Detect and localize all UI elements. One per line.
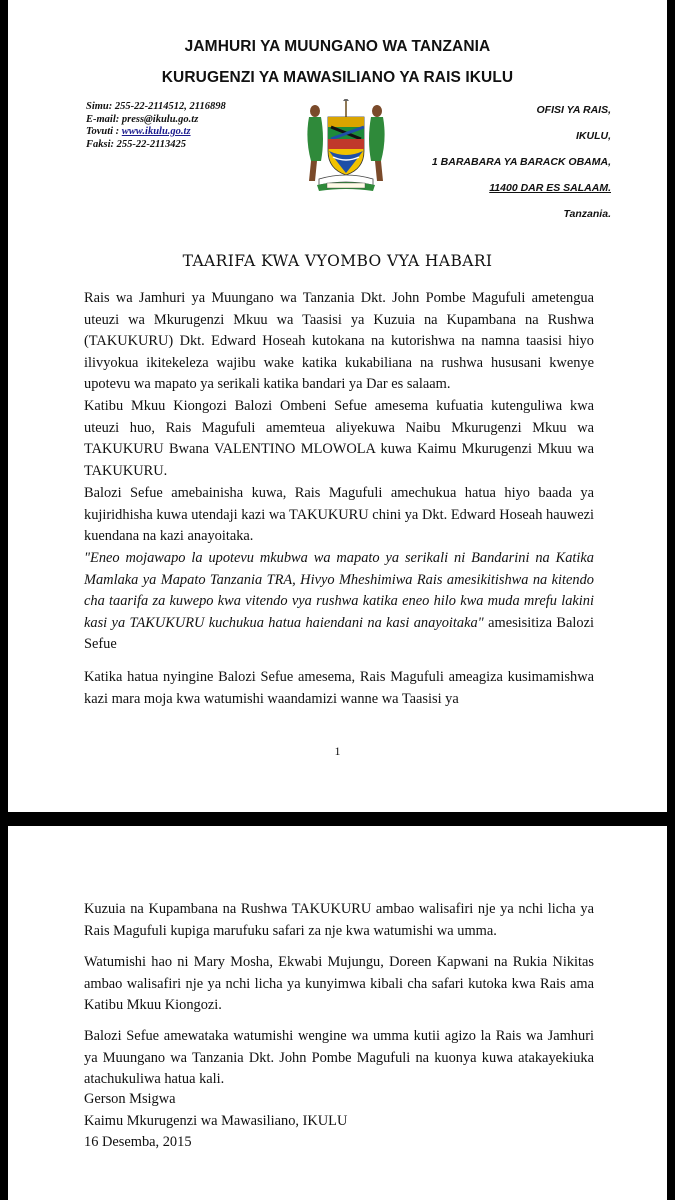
page2-paragraph-2: Watumishi hao ni Mary Mosha, Ekwabi Mujungu, Doreen Kapwani na Rukia Nikitas ambao walisafiri nje ya nchi licha ya kunyimwa kibali cha safari kutoka kwa Rais ama Katibu Mkuu Kiongozi. [84,954,594,1014]
tanzania-coat-of-arms-icon [301,99,391,195]
phone-text: Simu: 255-22-2114512, 2116898 [86,101,226,112]
paragraph-5: Katika hatua nyingine Balozi Sefue amesema, Rais Magufuli ameagiza kusimamishwa kazi mara moja kwa watumishi waandamizi wanne wa Taasisi ya [84,669,594,707]
address-line3: 1 BARABARA YA BARACK OBAMA, [431,156,611,168]
document-page-1 [8,0,667,812]
page2-paragraph-1: Kuzuia na Kupambana na Rushwa TAKUKURU ambao walisafiri nje ya nchi licha ya Rais Magufuli kupiga marufuku safari za nje kwa watumishi wa umma. [84,901,594,939]
website-link[interactable]: www.ikulu.go.tz [121,126,191,138]
address-line2: IKULU, [576,130,611,142]
paragraph-2: Katibu Mkuu Kiongozi Balozi Ombeni Sefue amesema kufuatia kutenguliwa kwa uteuzi huo, Rais Magufuli amemteua aliyekuwa Naibu Mkurugenzi Mkuu wa TAKUKURU Bwana VALENTINO MLOWOLA kuwa Kaimu Mkurugenzi Mkuu wa TAKUKURU. [84,398,594,479]
address-line1: OFISI YA RAIS, [536,104,611,116]
website-line [86,126,226,139]
address-line4: 11400 DAR ES SALAAM. [489,182,611,194]
address-line5: Tanzania. [563,208,611,220]
signature-date: 16 Desemba, 2015 [84,1134,192,1150]
address-block [432,103,611,233]
website-label: Tovuti : [86,126,122,138]
fax-text: Faksi: 255-22-2113425 [86,138,187,150]
signature-name: Gerson Msigwa [84,1091,176,1107]
header-title-line1: JAMHURI YA MUUNGANO WA TANZANIA [184,38,491,55]
page2-paragraph-3: Balozi Sefue amewataka watumishi wengine wa umma kutii agizo la Rais wa Jamhuri ya Muungano wa Tanzania Dkt. John Pombe Magufuli na kuonya kuwa atakayekiuka atachukuliwa hatua kali. [84,1028,594,1088]
contact-block [86,101,226,151]
header-title-line2: KURUGENZI YA MAWASILIANO YA RAIS IKULU [161,69,514,86]
document-page-2 [8,826,667,1200]
paragraph-1: Rais wa Jamhuri ya Muungano wa Tanzania Dkt. John Pombe Magufuli ametengua uteuzi wa Mkurugenzi Mkuu wa Taasisi ya Kuzuia na Kupambana na Rushwa (TAKUKURU) Dkt. Edward Hoseah kutokana na kutorishwa na namna taasisi hiyo ilivyokua ikitekeleza wajibu wake katika kukabiliana na rushwa hususani kwenye upotevu wa mapato ya serikali katika bandari ya Dar es salaam. [84,290,594,393]
signature-block [84,1089,347,1154]
quote-text: "Eneo mojawapo la upotevu mkubwa wa mapato ya serikali ni Bandarini na Katika Mamlaka ya Mapato Tanzania TRA, Hivyo Mheshimiwa Rais amesikitishwa na kitendo cha taarifa za kuwepo kwa vitendo vya rushwa katika eneo hilo kwa muda mrefu lakini kasi ya TAKUKURU kuchukua hatua haiendani na kasi anayoitaka" [84,550,594,631]
quote-paragraph [84,548,594,656]
page-number: 1 [334,744,341,758]
email-text: E-mail: press@ikulu.go.tz [86,113,199,125]
paragraph-3: Balozi Sefue amebainisha kuwa, Rais Magufuli amechukua hatua hiyo baada ya kujiridhisha kuwa utendaji kazi wa TAKUKURU chini ya Dkt. Edward Hoseah hauwezi kuendana na kazi anayoitaka. [84,485,594,545]
document-title: TAARIFA KWA VYOMBO VYA HABARI [182,252,493,270]
signature-position: Kaimu Mkurugenzi wa Mawasiliano, IKULU [84,1112,348,1129]
quote-attribution: amesisitiza Balozi Sefue [84,614,594,653]
